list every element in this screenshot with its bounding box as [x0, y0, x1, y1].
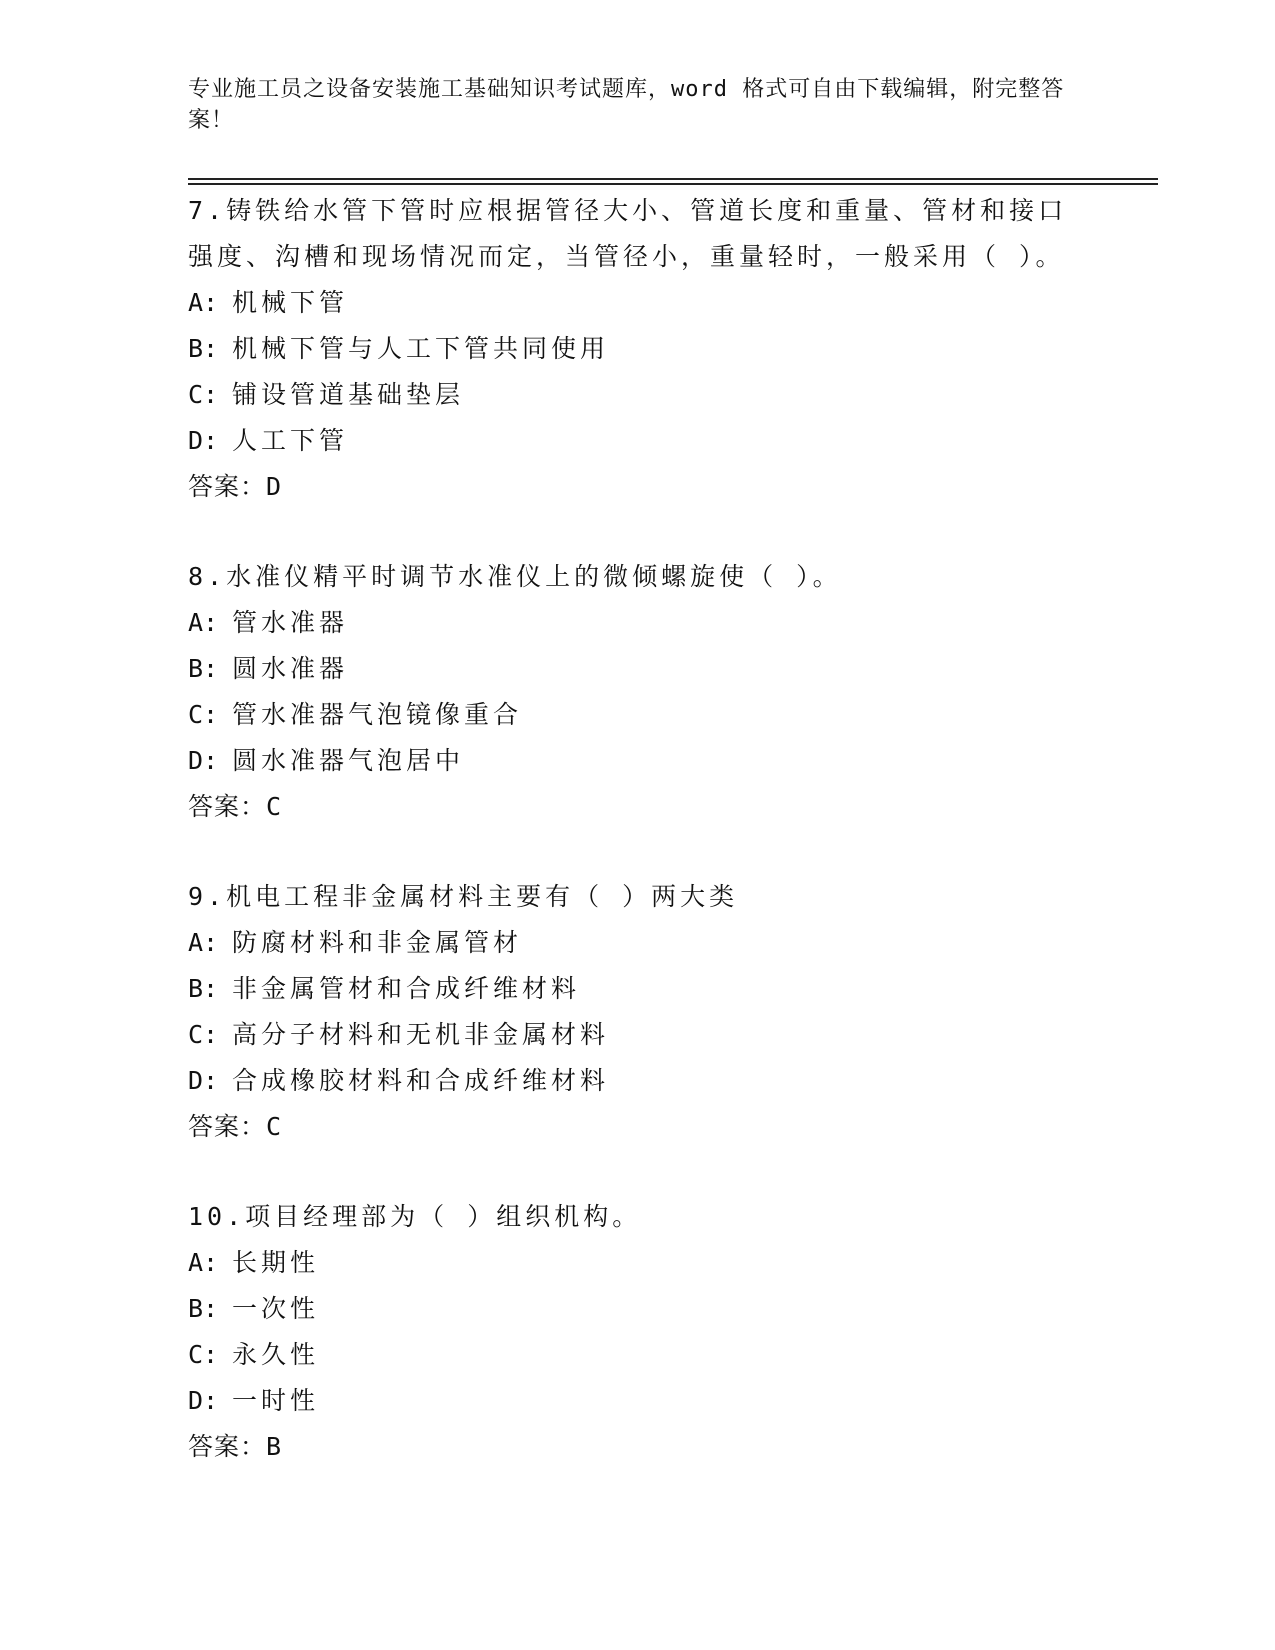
option-label: B: — [188, 1294, 219, 1323]
question-number: 10. — [188, 1202, 246, 1231]
option-b — [188, 966, 1088, 1012]
option-c — [188, 1012, 1088, 1058]
question-text — [188, 1194, 1088, 1240]
option-c — [188, 372, 1088, 418]
question-8 — [188, 554, 1088, 830]
question-10 — [188, 1194, 1088, 1470]
answer-value: C — [266, 792, 283, 821]
option-label: A: — [188, 608, 219, 637]
question-body: 水准仪精平时调节水准仪上的微倾螺旋使（ ）。 — [226, 562, 842, 591]
answer-line — [188, 784, 1088, 830]
option-a — [188, 600, 1088, 646]
answer-line — [188, 464, 1088, 510]
option-text: 管水准器气泡镜像重合 — [232, 700, 523, 729]
option-d — [188, 418, 1088, 464]
option-a — [188, 920, 1088, 966]
answer-value: B — [266, 1432, 283, 1461]
option-c — [188, 1332, 1088, 1378]
option-b — [188, 646, 1088, 692]
option-label: C: — [188, 380, 219, 409]
option-d — [188, 1058, 1088, 1104]
option-label: C: — [188, 700, 219, 729]
option-text: 人工下管 — [232, 426, 349, 455]
header-divider-bottom — [188, 183, 1158, 185]
option-d — [188, 738, 1088, 784]
option-text: 圆水准器 — [232, 654, 349, 683]
question-7 — [188, 188, 1088, 510]
option-text: 管水准器 — [232, 608, 349, 637]
option-label: A: — [188, 1248, 219, 1277]
option-label: D: — [188, 1386, 219, 1415]
option-text: 高分子材料和无机非金属材料 — [232, 1020, 610, 1049]
question-text — [188, 188, 1088, 280]
question-number: 9. — [188, 882, 227, 911]
answer-label: 答案： — [188, 792, 267, 821]
option-text: 机械下管 — [232, 288, 349, 317]
option-label: D: — [188, 746, 219, 775]
option-text: 圆水准器气泡居中 — [232, 746, 465, 775]
option-label: C: — [188, 1340, 219, 1369]
question-text — [188, 874, 1088, 920]
option-text: 非金属管材和合成纤维材料 — [232, 974, 581, 1003]
question-number: 7. — [188, 196, 227, 225]
option-label: A: — [188, 928, 219, 957]
answer-label: 答案： — [188, 1112, 267, 1141]
option-label: B: — [188, 334, 219, 363]
document-header: 专业施工员之设备安装施工基础知识考试题库，word 格式可自由下载编辑，附完整答案！ — [188, 77, 1065, 133]
option-label: D: — [188, 1066, 219, 1095]
option-text: 一时性 — [232, 1386, 320, 1415]
option-text: 合成橡胶材料和合成纤维材料 — [232, 1066, 610, 1095]
option-text: 铺设管道基础垫层 — [232, 380, 465, 409]
option-c — [188, 692, 1088, 738]
option-label: B: — [188, 654, 219, 683]
option-text: 永久性 — [232, 1340, 320, 1369]
option-text: 一次性 — [232, 1294, 320, 1323]
question-body: 机电工程非金属材料主要有（ ）两大类 — [226, 882, 739, 911]
answer-line — [188, 1104, 1088, 1150]
answer-line — [188, 1424, 1088, 1470]
option-text: 长期性 — [232, 1248, 320, 1277]
option-text: 机械下管与人工下管共同使用 — [232, 334, 610, 363]
option-d — [188, 1378, 1088, 1424]
option-b — [188, 1286, 1088, 1332]
option-label: A: — [188, 288, 219, 317]
header-divider-top — [188, 178, 1158, 180]
option-label: B: — [188, 974, 219, 1003]
option-text: 防腐材料和非金属管材 — [232, 928, 523, 957]
option-a — [188, 280, 1088, 326]
question-body: 项目经理部为（ ）组织机构。 — [245, 1202, 642, 1231]
option-b — [188, 326, 1088, 372]
question-number: 8. — [188, 562, 227, 591]
answer-label: 答案： — [188, 472, 267, 501]
question-text — [188, 554, 1088, 600]
option-label: D: — [188, 426, 219, 455]
question-9 — [188, 874, 1088, 1150]
answer-value: D — [266, 472, 283, 501]
question-body: 铸铁给水管下管时应根据管径大小、管道长度和重量、管材和接口强度、沟槽和现场情况而定，当管径小，重量轻时，一般采用（ ）。 — [188, 196, 1068, 271]
option-a — [188, 1240, 1088, 1286]
answer-label: 答案： — [188, 1432, 267, 1461]
option-label: C: — [188, 1020, 219, 1049]
answer-value: C — [266, 1112, 283, 1141]
